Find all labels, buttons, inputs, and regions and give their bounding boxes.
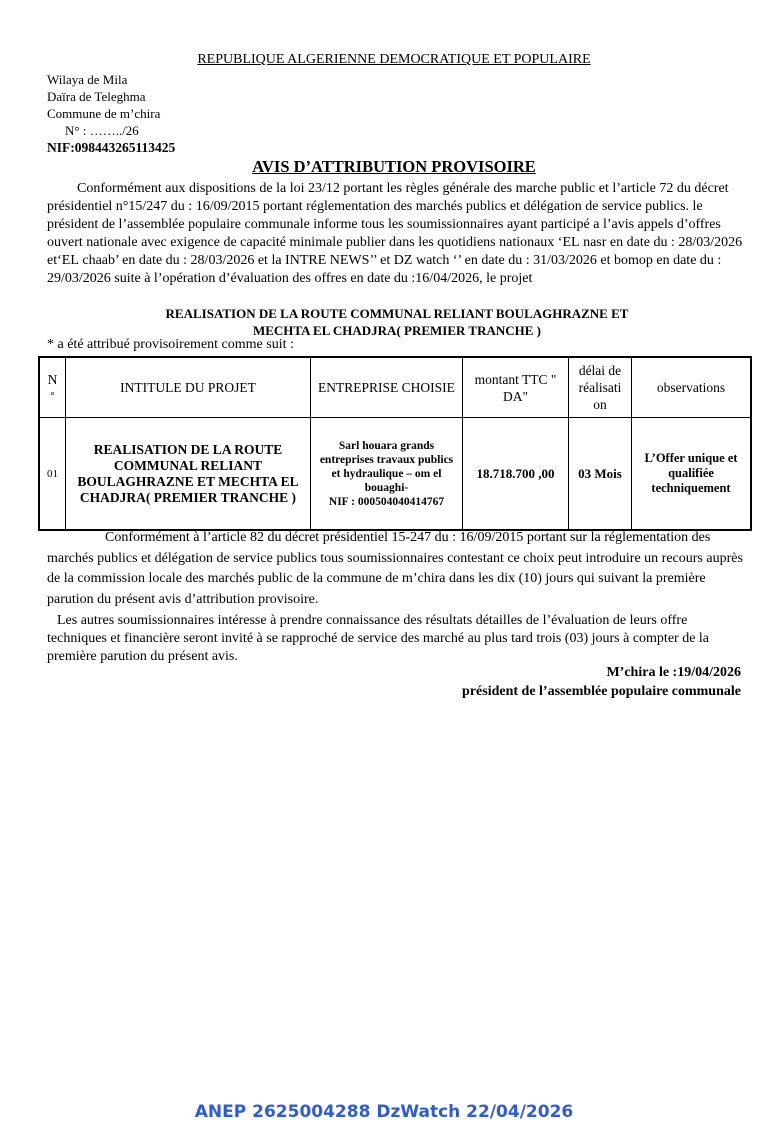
header-delay: délai de réalisati on (569, 357, 632, 418)
intro-text-3: chaab’ en date du : 28/03/2026 et la (78, 253, 286, 268)
nif-number: NIF:098443265113425 (47, 140, 176, 155)
header-observations: observations (632, 357, 752, 418)
row-delay: 03 Mois (569, 418, 632, 531)
dz-prefix: DZ (393, 253, 413, 268)
el-prefix-2: EL (61, 253, 79, 268)
page-title: AVIS D’ATTRIBUTION PROVISOIRE (252, 157, 536, 176)
row-amount: 18.718.700 ,00 (463, 418, 569, 531)
header-number-n: N (47, 371, 58, 387)
row-number: 01 (39, 418, 66, 531)
project-title-line-2: MECHTA EL CHADJRA( PREMIER TRANCHE ) (252, 323, 542, 338)
intro-text-4: ’’ et (369, 253, 394, 268)
table-header-row (39, 357, 751, 418)
row-observations: L’Offer unique et qualifiée techniquement (632, 418, 752, 531)
row-company (311, 418, 463, 531)
reference-number: N° : ……../26 (65, 123, 139, 138)
intro-text-5: watch ‘’ en date du : 31/03/2026 et bomop en date du : 29/03/2026 suite à l’opération d’évaluation des offres en date du :16/04/2026, le projet (47, 253, 722, 286)
commune-label: Commune de m’chira (47, 106, 161, 121)
header-company: ENTREPRISE CHOISIE (311, 357, 463, 418)
attribution-note: * a été attribué provisoirement comme suit : (47, 337, 294, 352)
el-prefix-1: EL (562, 235, 580, 250)
header-number-degree: ° (50, 389, 55, 402)
project-title (47, 305, 747, 339)
row-project: REALISATION DE LA ROUTE COMMUNAL RELIANT BOULAGHRAZNE ET MECHTA EL CHADJRA( PREMIER TRANCHE ) (66, 418, 311, 531)
signature-signatory: président de l’assemblée populaire communale (462, 684, 741, 699)
anep-footer: ANEP 2625004288 DzWatch 22/04/2026 (194, 1102, 574, 1122)
company-name: Sarl houara grands entreprises travaux publics et hydraulique – om el bouaghi- (319, 439, 454, 494)
intro-text-2: nasr en date du : 28/03/2026 et‘ (47, 235, 743, 268)
company-nif: NIF : 000504040414767 (328, 495, 445, 508)
republic-heading: REPUBLIQUE ALGERIENNE DEMOCRATIQUE ET POPULAIRE (197, 52, 591, 67)
header-project: INTITULE DU PROJET (66, 357, 311, 418)
intre-news-label: INTRE NEWS (285, 253, 370, 268)
header-number (39, 357, 66, 418)
intro-paragraph (47, 180, 747, 288)
others-paragraph: Les autres soumissionnaires intéresse à prendre connaissance des résultats détailles de l’évaluation de leurs offre techniques et financière seront invité à se rapproché de service des marché au plus tard trois (03) jours à compter de la première parution du présent avis. (47, 613, 710, 664)
daira-label: Daïra de Teleghma (47, 89, 146, 104)
signature-place-date: M’chira le :19/04/2026 (606, 665, 741, 680)
project-title-line-1: REALISATION DE LA ROUTE COMMUNAL RELIANT BOULAGHRAZNE ET (165, 306, 629, 321)
appeal-paragraph: Conformément à l’article 82 du décret présidentiel 15-247 du : 16/09/2015 portant sur la réglementation des marchés publics et délégation de service publics tous soumissionnaires contestant ce choix peut introduire un recours auprès de la commission locale des marchés public de la commune de m’chira dans les dix (10) jours qui suivant la première parution du présent avis d’attribution provisoire. (47, 530, 743, 607)
table-row (39, 418, 751, 531)
intro-text-1: Conformément aux dispositions de la loi 23/12 portant les règles générale des marche public et l’article 72 du décret présidentiel n°15/247 du : 16/09/2015 portant réglementation des marchés publics et délégation de service publics. le président de l’assemblée populaire communale informe tous les soumissionnaires ayant participé a l’avis appels d’offres ouvert nationale avec exigence de capacité minimale publier dans les quotidiens nationaux ‘ (47, 181, 729, 250)
attribution-table (38, 356, 752, 531)
wilaya-label: Wilaya de Mila (47, 72, 128, 87)
header-amount: montant TTC " DA" (463, 357, 569, 418)
